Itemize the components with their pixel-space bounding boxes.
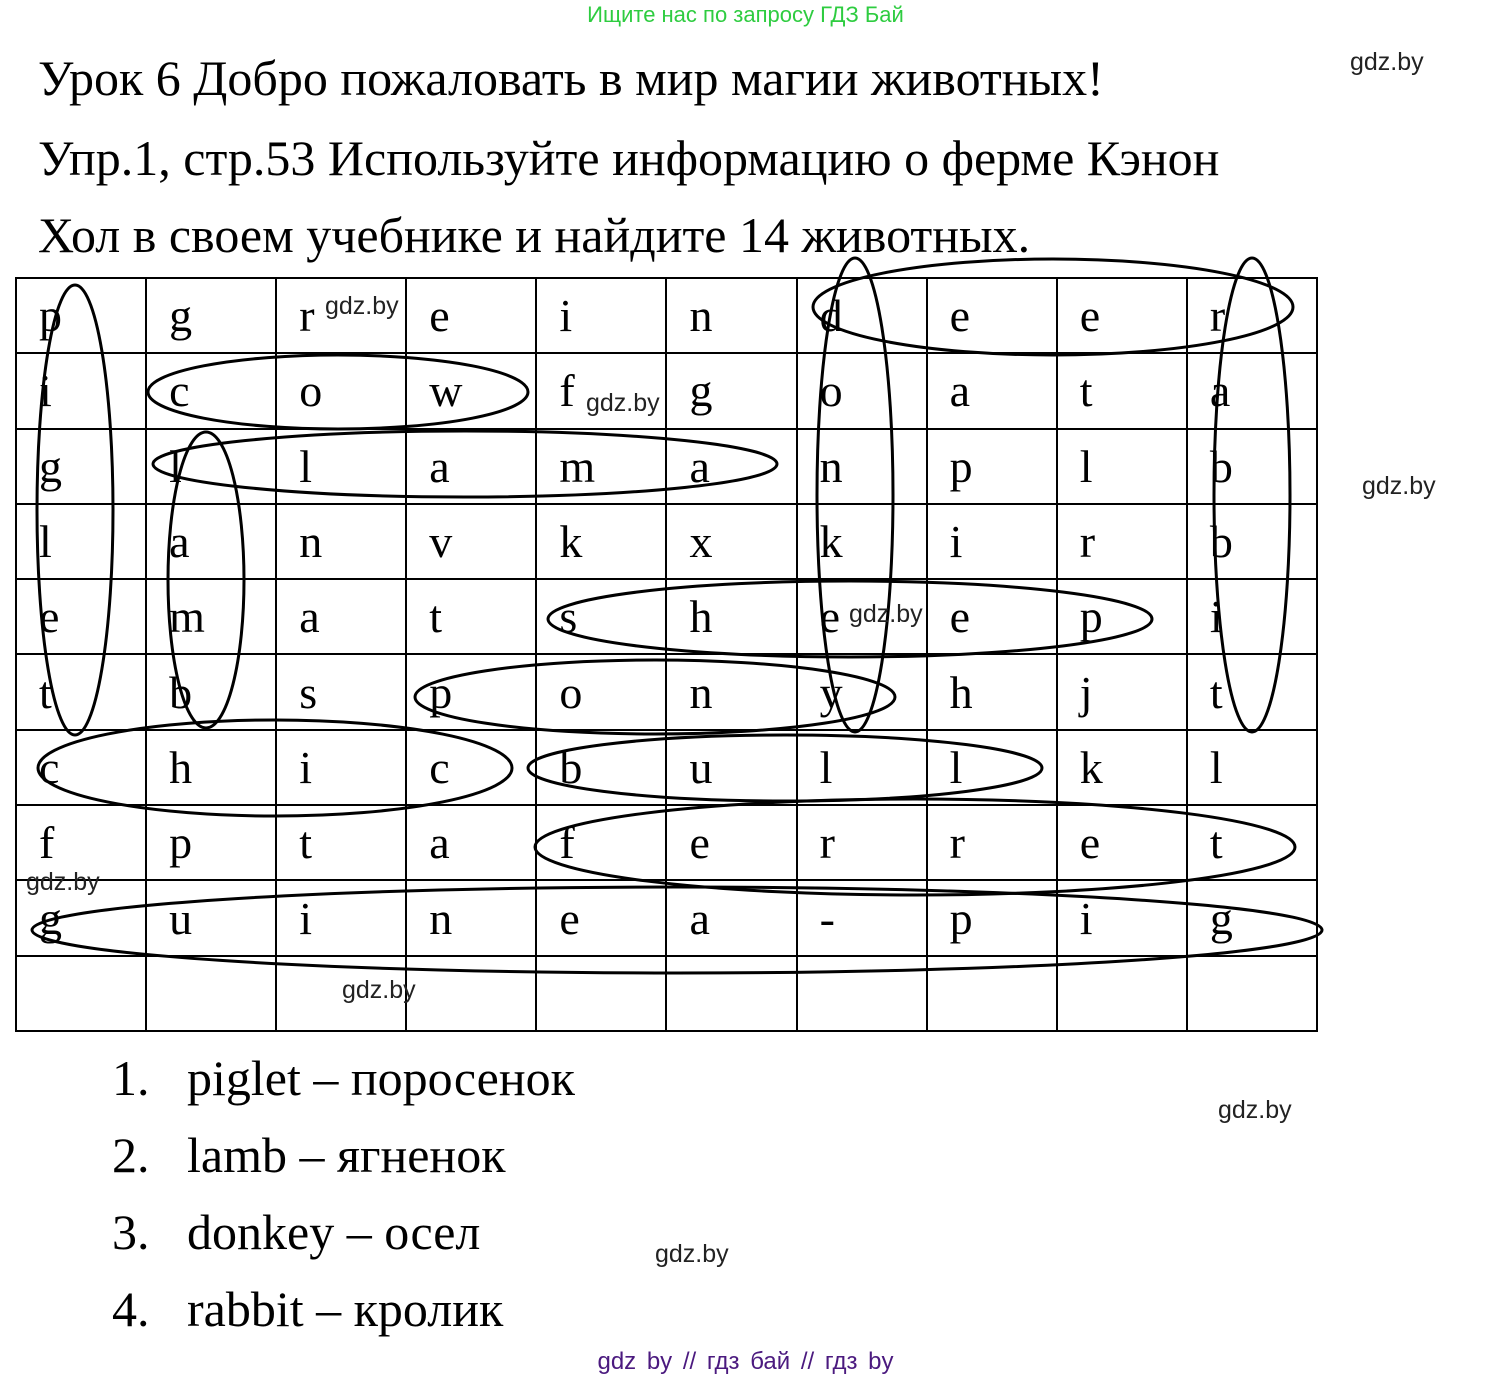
grid-cell: g — [1187, 880, 1317, 955]
watermark: gdz.by — [1218, 1096, 1292, 1124]
grid-cell: l — [927, 730, 1057, 805]
grid-cell: p — [16, 278, 146, 353]
grid-cell: t — [1187, 654, 1317, 729]
grid-cell: m — [536, 429, 666, 504]
grid-cell: o — [797, 353, 927, 428]
grid-cell: a — [406, 429, 536, 504]
grid-cell: t — [1187, 805, 1317, 880]
grid-cell: h — [666, 579, 796, 654]
grid-cell: c — [16, 730, 146, 805]
grid-cell: b — [536, 730, 666, 805]
grid-cell: l — [146, 429, 276, 504]
grid-cell — [146, 956, 276, 1031]
grid-cell: g — [666, 353, 796, 428]
grid-cell: e — [797, 579, 927, 654]
grid-row — [16, 504, 1317, 579]
grid-cell: a — [146, 504, 276, 579]
grid-cell: i — [276, 880, 406, 955]
grid-row — [16, 429, 1317, 504]
grid-cell: p — [146, 805, 276, 880]
grid-cell: h — [927, 654, 1057, 729]
answer-item: 2. lamb – ягненок — [112, 1127, 506, 1183]
grid-cell: v — [406, 504, 536, 579]
grid-cell: x — [666, 504, 796, 579]
watermark: gdz.by — [1362, 472, 1436, 500]
exercise-title: Упр.1, стр.53 Используйте информацию о ферме Кэнон — [38, 130, 1220, 186]
grid-cell: a — [276, 579, 406, 654]
grid-cell — [536, 956, 666, 1031]
grid-cell: r — [927, 805, 1057, 880]
grid-cell: e — [536, 880, 666, 955]
grid-cell: e — [1057, 805, 1187, 880]
grid-cell: g — [146, 278, 276, 353]
answer-item: 4. rabbit – кролик — [112, 1281, 504, 1337]
grid-cell: e — [406, 278, 536, 353]
grid-row — [16, 579, 1317, 654]
grid-cell: k — [797, 504, 927, 579]
grid-cell: i — [16, 353, 146, 428]
grid-cell: n — [666, 278, 796, 353]
grid-cell: r — [1187, 278, 1317, 353]
grid-cell: c — [406, 730, 536, 805]
grid-cell: o — [276, 353, 406, 428]
grid-cell: o — [536, 654, 666, 729]
grid-cell: l — [1187, 730, 1317, 805]
grid-cell: p — [406, 654, 536, 729]
answer-text: rabbit – кролик — [187, 1281, 504, 1337]
grid-cell — [16, 956, 146, 1031]
top-banner: Ищите нас по запросу ГДЗ Бай — [587, 2, 904, 27]
grid-cell: e — [16, 579, 146, 654]
grid-cell — [666, 956, 796, 1031]
watermark: gdz.by — [849, 600, 923, 628]
grid-cell: w — [406, 353, 536, 428]
grid-cell: r — [276, 278, 406, 353]
grid-row — [16, 880, 1317, 955]
grid-row — [16, 353, 1317, 428]
grid-cell: e — [927, 579, 1057, 654]
grid-cell: - — [797, 880, 927, 955]
watermark: gdz.by — [1350, 48, 1424, 76]
grid-cell — [1057, 956, 1187, 1031]
grid-cell: a — [927, 353, 1057, 428]
answer-text: donkey – осел — [187, 1204, 481, 1260]
grid-cell: s — [276, 654, 406, 729]
grid-cell: u — [146, 880, 276, 955]
grid-cell: l — [1057, 429, 1187, 504]
grid-cell: r — [797, 805, 927, 880]
grid-cell: t — [276, 805, 406, 880]
exercise-title-cont: Хол в своем учебнике и найдите 14 животных. — [38, 207, 1031, 263]
answer-text: lamb – ягненок — [187, 1127, 506, 1183]
grid-cell: m — [146, 579, 276, 654]
grid-cell: p — [927, 880, 1057, 955]
grid-row — [16, 278, 1317, 353]
grid-cell: p — [927, 429, 1057, 504]
grid-cell — [1187, 956, 1317, 1031]
answer-list — [112, 1040, 575, 1348]
grid-cell: a — [666, 429, 796, 504]
footer-links: gdz by // гдз бай // гдз by — [597, 1348, 894, 1375]
answer-item: 3. donkey – осел — [112, 1204, 481, 1260]
grid-cell: d — [797, 278, 927, 353]
grid-cell: a — [1187, 353, 1317, 428]
grid-row — [16, 805, 1317, 880]
grid-cell: n — [406, 880, 536, 955]
grid-row — [16, 956, 1317, 1031]
grid-cell: i — [536, 278, 666, 353]
grid-cell: b — [1187, 429, 1317, 504]
grid-cell: p — [1057, 579, 1187, 654]
answer-text: piglet – поросенок — [187, 1050, 575, 1106]
grid-cell: e — [666, 805, 796, 880]
watermark: gdz.by — [26, 868, 100, 896]
grid-row — [16, 730, 1317, 805]
grid-cell: i — [276, 730, 406, 805]
grid-cell: a — [666, 880, 796, 955]
grid-cell: t — [406, 579, 536, 654]
grid-cell: b — [1187, 504, 1317, 579]
grid-cell: y — [797, 654, 927, 729]
grid-cell: i — [1057, 880, 1187, 955]
grid-cell: f — [536, 805, 666, 880]
grid-cell: e — [1057, 278, 1187, 353]
grid-cell: n — [666, 654, 796, 729]
grid-cell: g — [16, 880, 146, 955]
watermark: gdz.by — [342, 976, 416, 1004]
answer-item: 1. piglet – поросенок — [112, 1050, 575, 1106]
grid-cell: l — [797, 730, 927, 805]
grid-cell: c — [146, 353, 276, 428]
grid-cell: j — [1057, 654, 1187, 729]
grid-cell: f — [16, 805, 146, 880]
lesson-title: Урок 6 Добро пожаловать в мир магии животных! — [38, 50, 1104, 106]
grid-cell: n — [797, 429, 927, 504]
grid-cell: l — [276, 429, 406, 504]
grid-cell — [406, 956, 536, 1031]
watermark: gdz.by — [586, 389, 660, 417]
grid-cell: b — [146, 654, 276, 729]
grid-cell: h — [146, 730, 276, 805]
grid-cell: r — [1057, 504, 1187, 579]
grid-cell: k — [1057, 730, 1187, 805]
grid-cell: f — [536, 353, 666, 428]
word-search-grid — [15, 277, 1318, 1032]
grid-cell: e — [927, 278, 1057, 353]
grid-cell: t — [16, 654, 146, 729]
grid-cell: n — [276, 504, 406, 579]
grid-cell — [927, 956, 1057, 1031]
grid-cell: k — [536, 504, 666, 579]
watermark: gdz.by — [325, 292, 399, 320]
grid-cell: i — [927, 504, 1057, 579]
grid-cell: u — [666, 730, 796, 805]
grid-cell: l — [16, 504, 146, 579]
grid-cell: a — [406, 805, 536, 880]
grid-cell: s — [536, 579, 666, 654]
grid-cell: i — [1187, 579, 1317, 654]
watermark: gdz.by — [655, 1240, 729, 1268]
grid-cell — [797, 956, 927, 1031]
grid-cell: g — [16, 429, 146, 504]
grid-cell: t — [1057, 353, 1187, 428]
grid-row — [16, 654, 1317, 729]
